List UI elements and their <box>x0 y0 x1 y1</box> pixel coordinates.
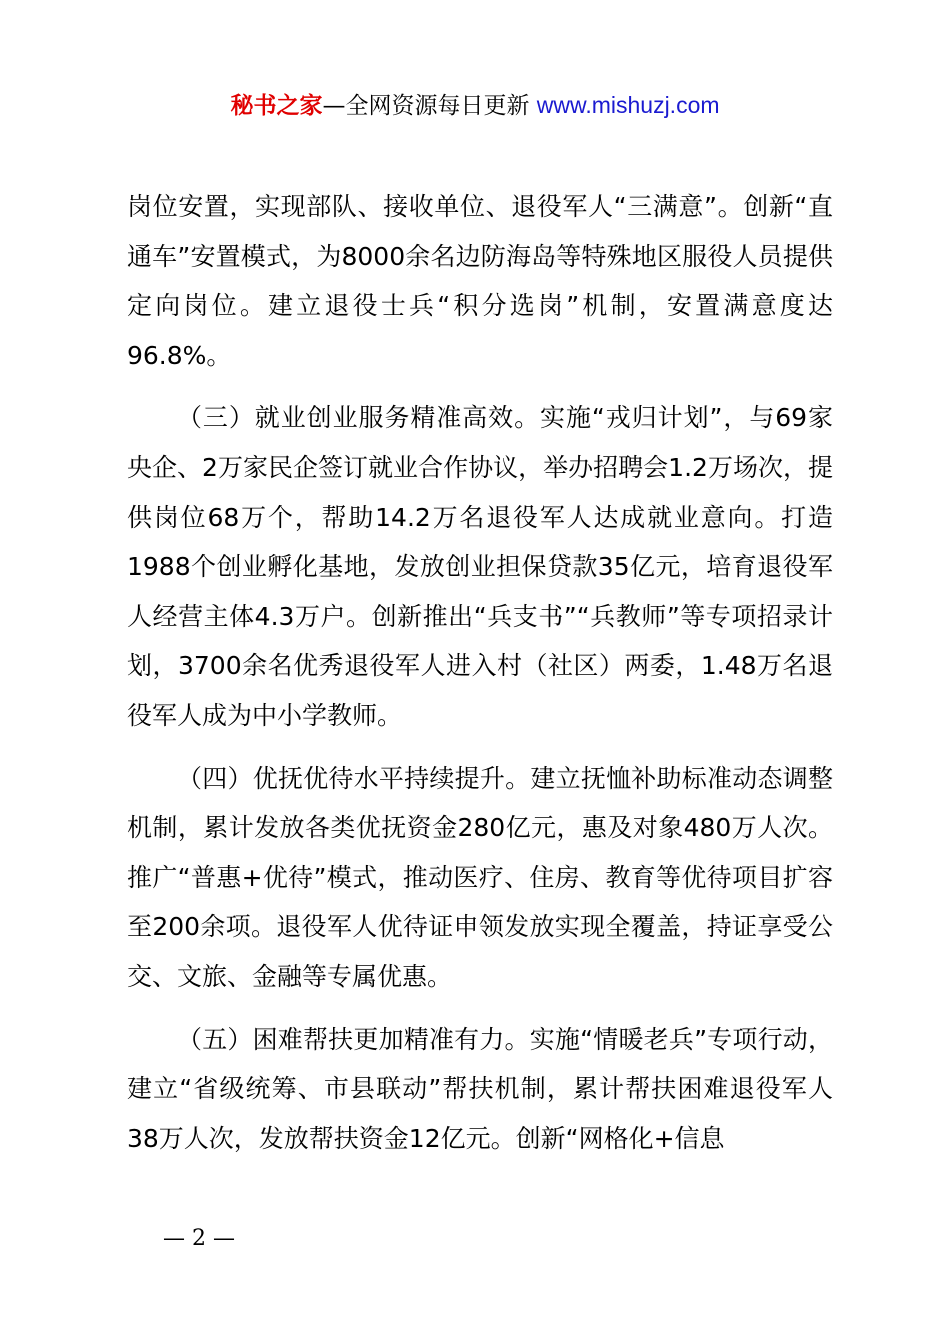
page-number: — 2 — <box>163 1226 235 1251</box>
header-slogan: 全网资源每日更新 <box>345 93 537 119</box>
header-dash: — <box>322 93 346 119</box>
document-body <box>127 182 833 1163</box>
paragraph-employment: （三）就业创业服务精准高效。实施“戎归计划”，与69家央企、2万家民企签订就业合作协议，举办招聘会1.2万场次，提供岗位68万个，帮助14.2万名退役军人达成就业意向。打造1988个创业孵化基地，发放创业担保贷款35亿元，培育退役军人经营主体4.3万户。创新推出“兵支书”“兵教师”等专项招录计划，3700余名优秀退役军人进入村（社区）两委，1.48万名退役军人成为中小学教师。 <box>127 403 833 730</box>
paragraph-assistance: （五）困难帮扶更加精准有力。实施“情暖老兵”专项行动，建立“省级统筹、市县联动”帮扶机制，累计帮扶困难退役军人38万人次，发放帮扶资金12亿元。创新“网格化+信息 <box>127 1024 833 1153</box>
site-url-link[interactable]: www.mishuzj.com <box>536 92 720 118</box>
site-brand: 秘书之家 <box>230 93 323 119</box>
site-header <box>0 88 950 123</box>
paragraph-continuation: 岗位安置，实现部队、接收单位、退役军人“三满意”。创新“直通车”安置模式，为8000余名边防海岛等特殊地区服役人员提供定向岗位。建立退役士兵“积分选岗”机制，安置满意度达96.8%。 <box>127 192 833 370</box>
paragraph-preferential-care: （四）优抚优待水平持续提升。建立抚恤补助标准动态调整机制，累计发放各类优抚资金280亿元，惠及对象480万人次。推广“普惠+优待”模式，推动医疗、住房、教育等优待项目扩容至200余项。退役军人优待证申领发放实现全覆盖，持证享受公交、文旅、金融等专属优惠。 <box>127 763 833 991</box>
